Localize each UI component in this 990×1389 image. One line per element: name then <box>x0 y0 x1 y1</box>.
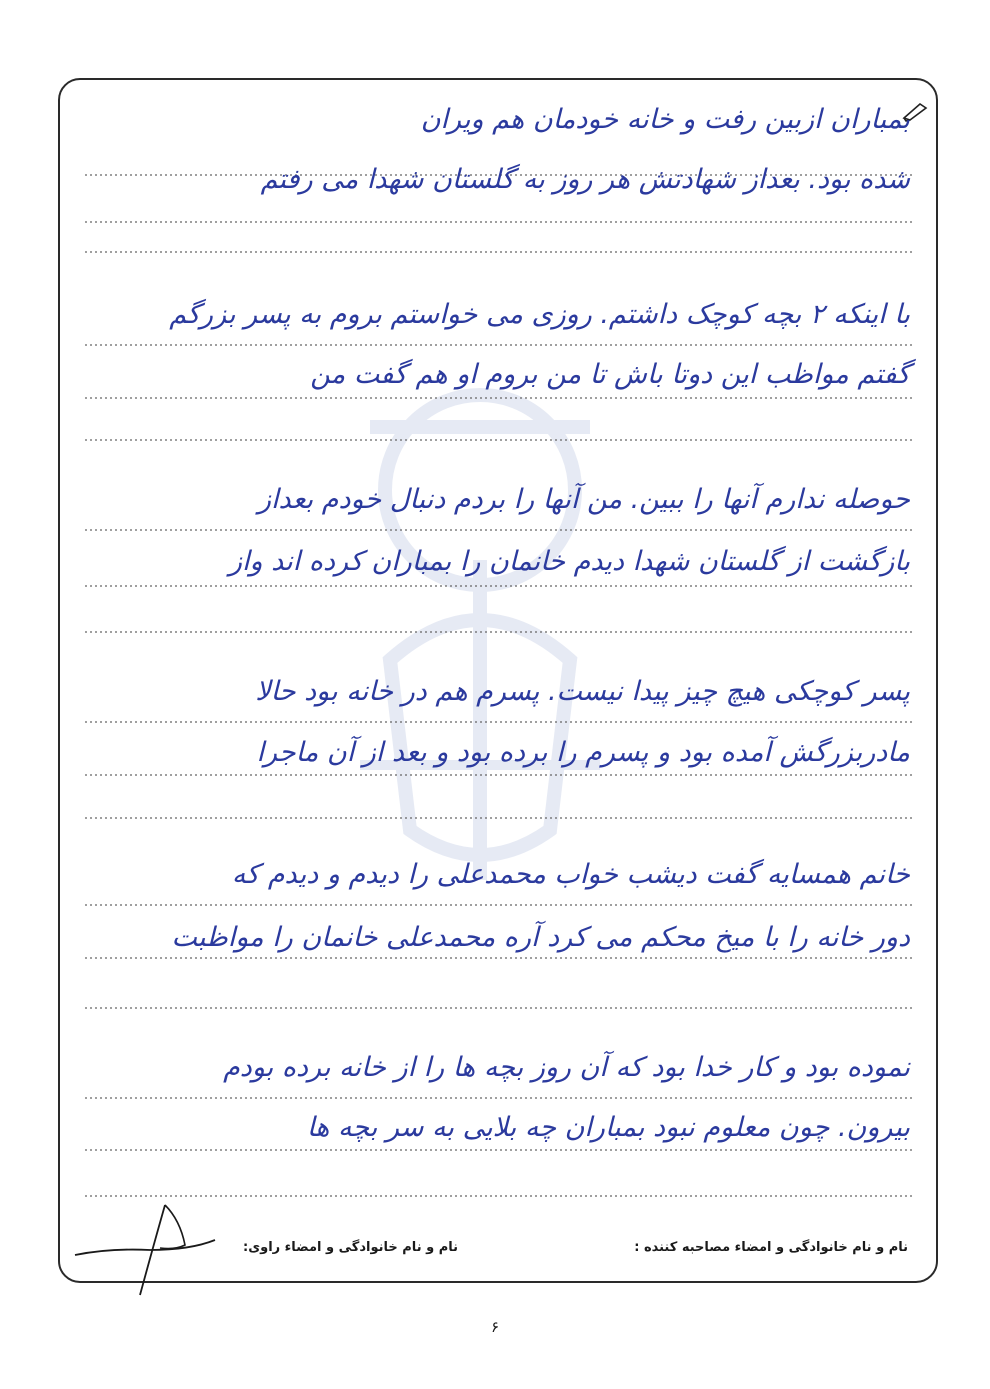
handwritten-line-4: گفتم مواظب این دوتا باش تا من بروم او هم گفت من <box>310 359 910 390</box>
handwritten-line-10: دور خانه را با میخ محکم می کرد آره محمدعلی خانمان را مواظبت <box>171 922 910 953</box>
handwritten-line-9: خانم همسایه گفت دیشب خواب محمدعلی را دیدم و دیدم که <box>231 859 910 890</box>
handwritten-line-3: با اینکه ۲ بچه کوچک داشتم. روزی می خواستم بروم به پسر بزرگم <box>169 299 910 330</box>
signature-icon <box>70 1200 220 1300</box>
handwritten-line-11: نموده بود و کار خدا بود که آن روز بچه ها را از خانه برده بودم <box>223 1052 910 1083</box>
handwritten-line-5: حوصله ندارم آنها را ببین. من آنها را بردم دنبال خودم بعداز <box>257 484 910 515</box>
handwritten-line-2: شده بود. بعداز شهادتش هر روز به گلستان شهدا می رفتم <box>260 164 910 195</box>
handwritten-line-1: بمباران ازبین رفت و خانه خودمان هم ویران <box>420 104 910 135</box>
handwritten-line-7: پسر کوچکی هیچ چیز پیدا نیست. پسرم هم در خانه بود حالا <box>255 676 910 707</box>
page-number: ۶ <box>490 1318 500 1336</box>
handwritten-line-12: بیرون. چون معلوم نبود بمباران چه بلایی به سر بچه ها <box>306 1112 910 1143</box>
handwritten-line-6: بازگشت از گلستان شهدا دیدم خانمان را بمباران کرده اند واز <box>228 546 910 577</box>
interviewer-signature-label: نام و نام خانوادگی و امضاء مصاحبه کننده : <box>634 1240 908 1255</box>
handwritten-line-8: مادربزرگش آمده بود و پسرم را برده بود و بعد از آن ماجرا <box>256 737 910 768</box>
narrator-signature-label: نام و نام خانوادگی و امضاء راوی: <box>243 1240 458 1255</box>
